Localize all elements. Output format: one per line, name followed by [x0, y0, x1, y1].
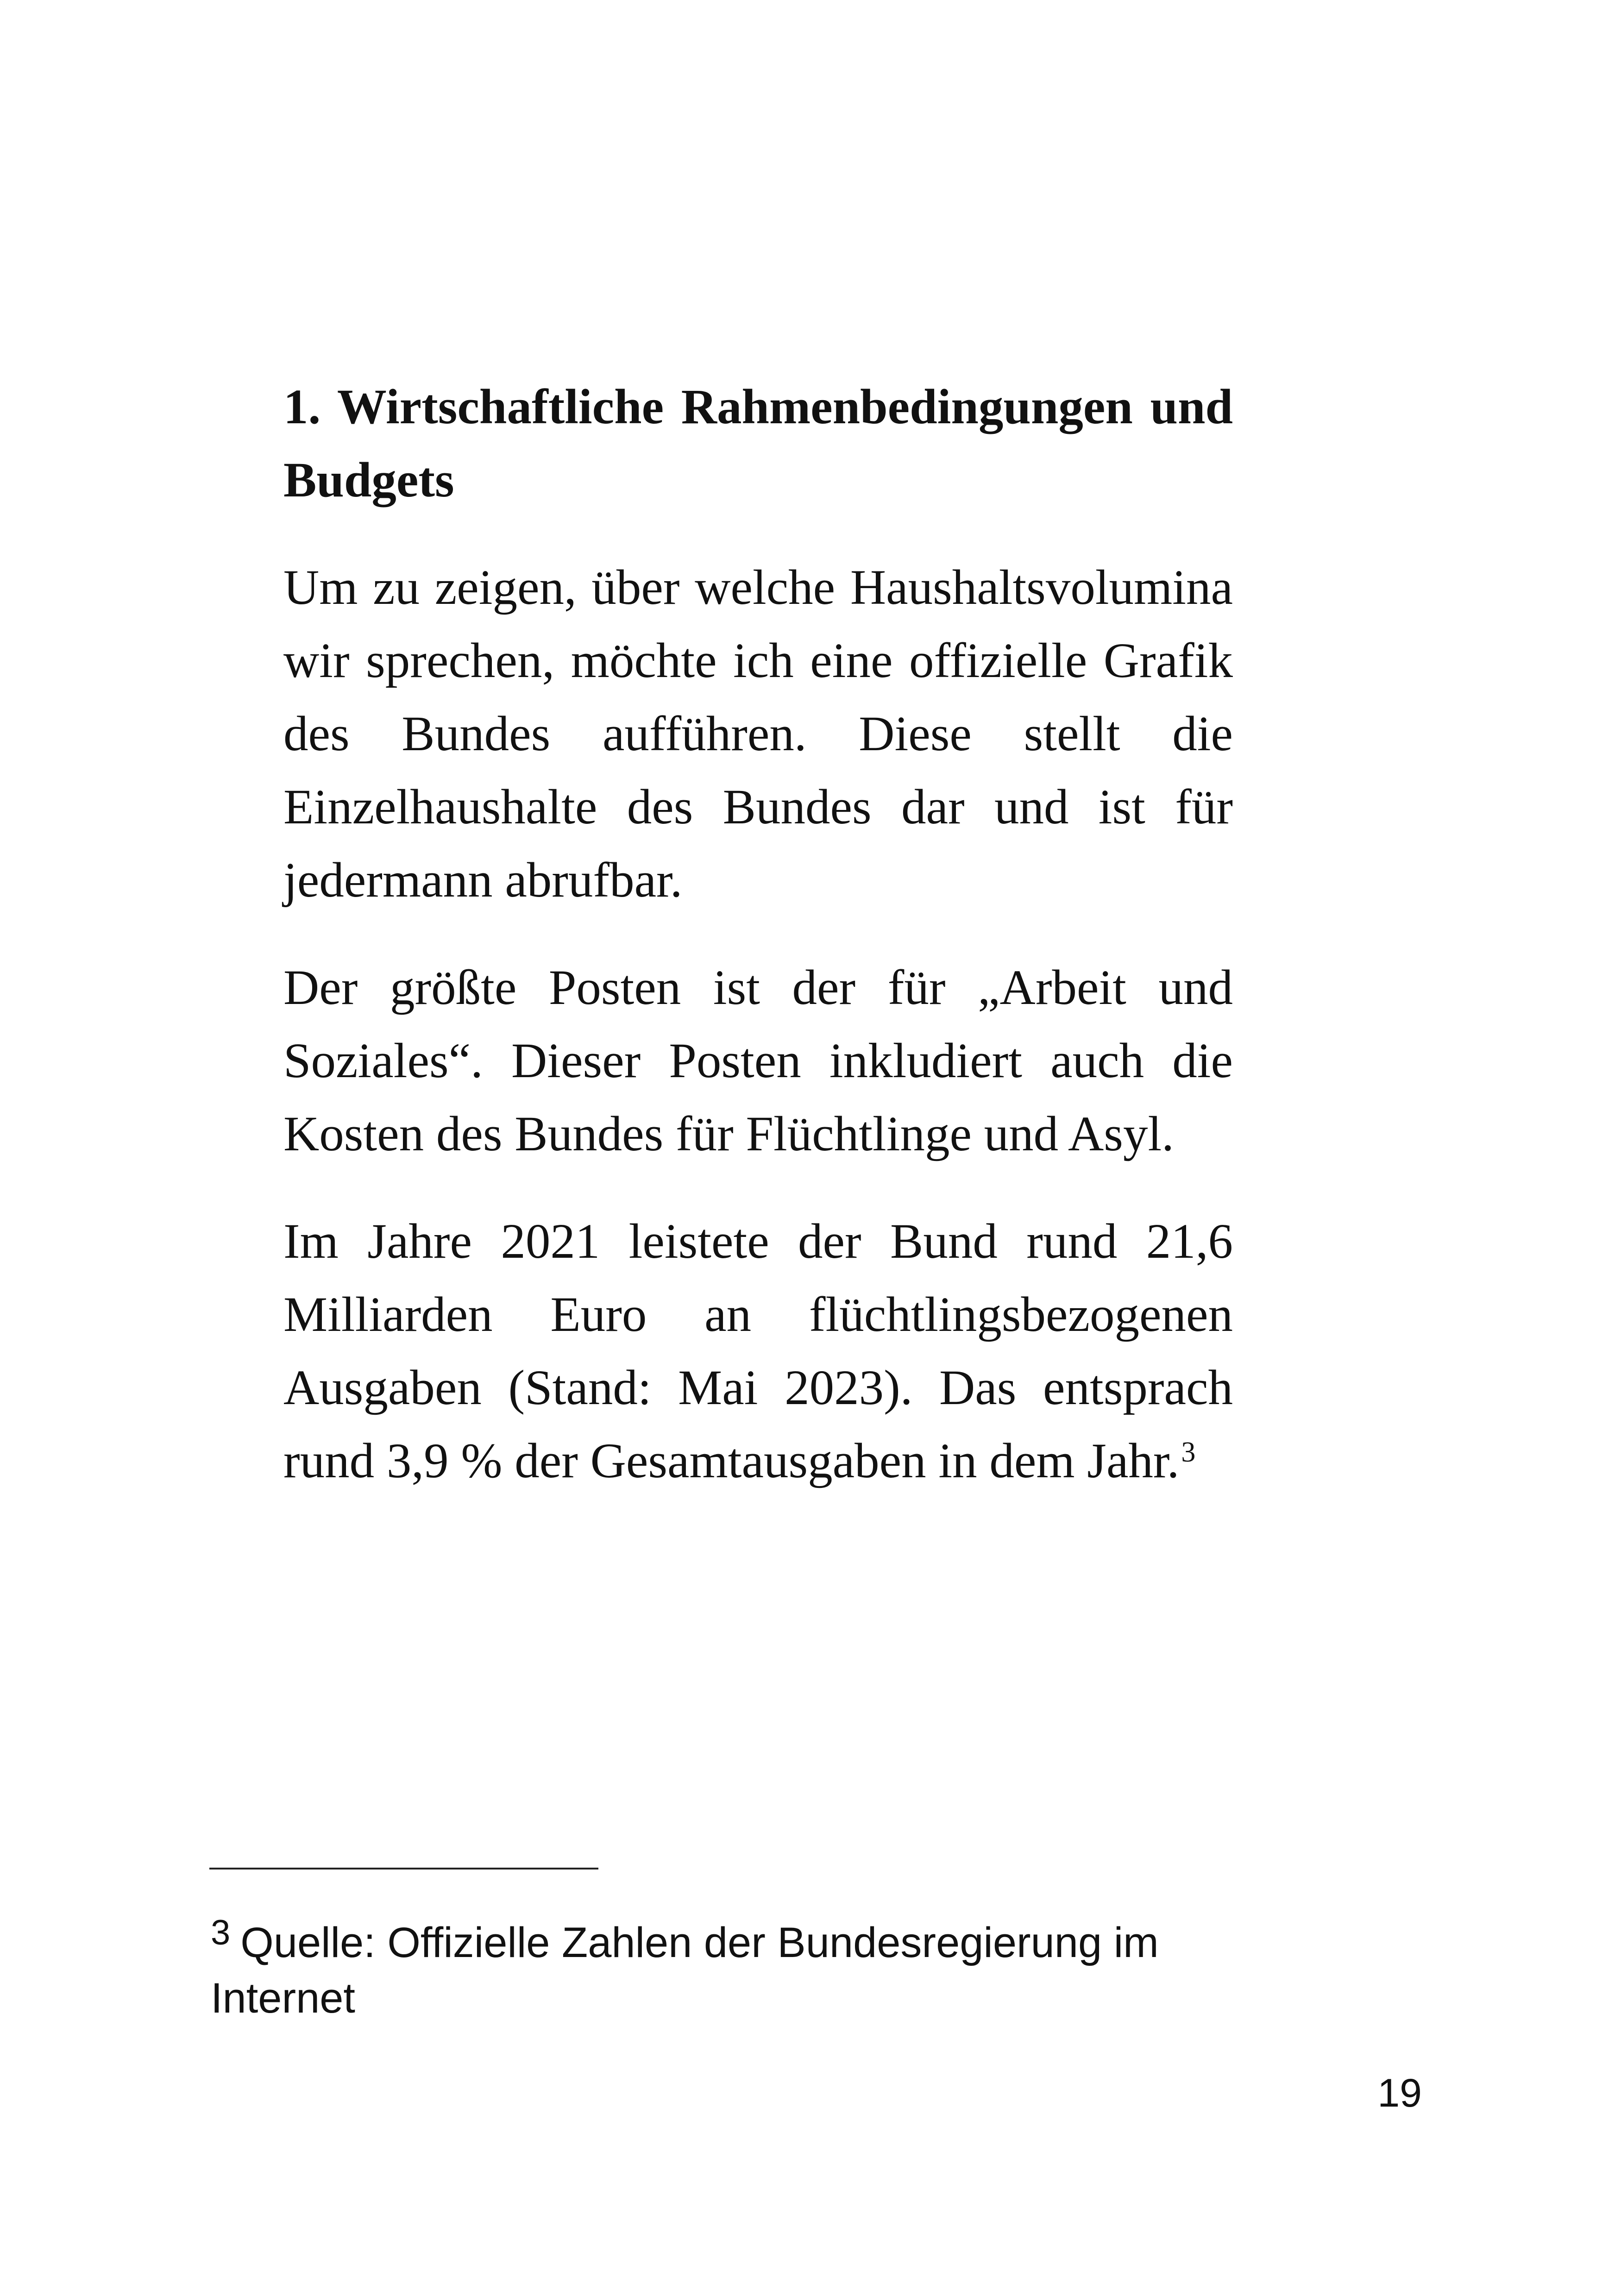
footnote-divider — [209, 1868, 598, 1869]
paragraph-1: Um zu zeigen, über welche Haushaltsvolumina wir sprechen, möchte ich eine offizielle Grafik des Bundes aufführen. Diese stellt die Einzelhaushalte des Bundes dar und ist für jedermann abrufbar. — [283, 560, 1233, 908]
main-text — [283, 370, 1233, 1532]
page-number: 19 — [1377, 2071, 1422, 2115]
paragraph-3-text: Im Jahre 2021 leistete der Bund rund 21,6 Milliarden Euro an flüchtlingsbezogenen Ausgaben (Stand: Mai 2023). Das entsprach rund 3,9 % der Gesamtausgaben in dem Jahr. — [283, 1214, 1233, 1488]
paragraph-2: Der größte Posten ist der für „Arbeit und Soziales“. Dieser Posten inkludiert auch die Kosten des Bundes für Flüchtlinge und Asyl. — [283, 960, 1233, 1161]
footnote-marker: 3 — [211, 1913, 231, 1953]
paragraph-3 — [283, 1205, 1233, 1498]
footnote-text: Quelle: Offizielle Zahlen der Bundesregierung im Internet — [211, 1919, 1159, 2022]
section-heading: 1. Wirtschaftliche Rahmenbedingungen und Budgets — [283, 380, 1233, 508]
footnote-reference[interactable]: 3 — [1181, 1436, 1196, 1468]
footnote — [211, 1915, 1276, 2026]
